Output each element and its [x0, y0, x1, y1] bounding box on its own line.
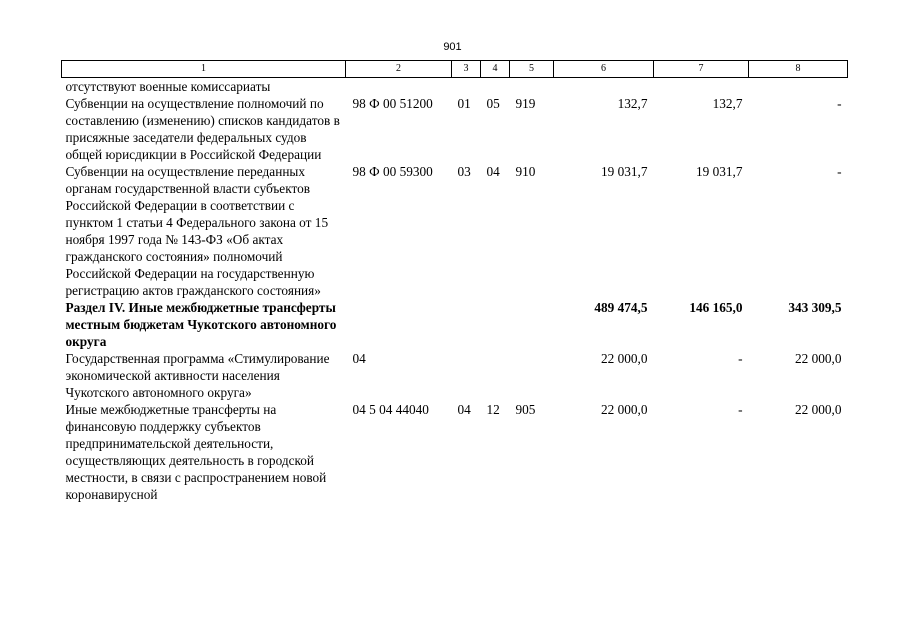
row-subsection-code: 12: [486, 402, 500, 417]
row-target-code: 98 Ф 00 51200: [352, 96, 433, 111]
row-section-code: [452, 78, 481, 96]
row-amount-federal: [654, 78, 749, 96]
column-header-4: 4: [481, 61, 510, 78]
row-subsection-code: 04: [486, 164, 500, 179]
row-description: Раздел IV. Иные межбюджетные трансферты местным бюджетам Чукотского автономного округа: [65, 300, 337, 349]
row-expense-type: [510, 350, 554, 401]
table-row: [62, 401, 848, 503]
row-section-code: 03: [457, 164, 471, 179]
row-expense-type: 919: [515, 96, 536, 111]
row-expense-type: 905: [515, 402, 536, 417]
row-amount-federal: 132,7: [712, 96, 743, 111]
row-target-code: [346, 78, 452, 96]
column-header-3: 3: [452, 61, 481, 78]
row-amount-total: [554, 78, 654, 96]
row-description: Государственная программа «Стимулирование экономической активности населения Чукотского автономного округа»: [65, 351, 330, 400]
row-target-code: 98 Ф 00 59300: [352, 164, 433, 179]
table-row: [62, 95, 848, 163]
table-row: [62, 78, 848, 96]
row-amount-regional: [749, 78, 848, 96]
row-amount-total: 22 000,0: [600, 402, 648, 417]
budget-table: [61, 60, 848, 503]
row-amount-total: 22 000,0: [600, 351, 648, 366]
row-target-code: [346, 299, 452, 350]
row-description: Субвенции на осуществление переданных органам государственной власти субъектов Российской Федерации в соответствии с пунктом 1 статьи 4 Федерального закона от 15 ноября 1997 года № 143-ФЗ «Об актах гражданского состояния» полномочий Российской Федерации на государственную регистрацию актов гражданского состояния»: [65, 164, 329, 298]
page-number: 901: [443, 41, 462, 53]
row-subsection-code: 05: [486, 96, 500, 111]
row-expense-type: [510, 299, 554, 350]
row-amount-total: 19 031,7: [600, 164, 648, 179]
table-row: [62, 163, 848, 299]
row-expense-type: 910: [515, 164, 536, 179]
row-section-code: [452, 350, 481, 401]
row-subsection-code: [481, 78, 510, 96]
row-amount-federal: 146 165,0: [689, 300, 743, 315]
column-header-2: 2: [346, 61, 452, 78]
column-header-7: 7: [654, 61, 749, 78]
row-description: отсутствуют военные комиссариаты: [65, 79, 271, 94]
row-amount-regional: -: [837, 164, 842, 179]
row-amount-total: 489 474,5: [594, 300, 648, 315]
row-target-code: 04: [352, 351, 366, 366]
row-amount-federal: 19 031,7: [695, 164, 743, 179]
row-amount-regional: 22 000,0: [794, 402, 842, 417]
row-amount-total: 132,7: [617, 96, 648, 111]
table-body: [62, 61, 848, 504]
row-section-code: 01: [457, 96, 471, 111]
row-amount-federal: -: [738, 402, 743, 417]
row-target-code: 04 5 04 44040: [352, 402, 429, 417]
row-amount-regional: 343 309,5: [788, 300, 842, 315]
row-expense-type: [510, 78, 554, 96]
column-header-1: 1: [62, 61, 346, 78]
row-description: Субвенции на осуществление полномочий по составлению (изменению) списков кандидатов в присяжные заседатели федеральных судов общей юрисдикции в Российской Федерации: [65, 96, 340, 162]
table-row: [62, 299, 848, 350]
row-amount-federal: -: [738, 351, 743, 366]
column-header-6: 6: [554, 61, 654, 78]
row-amount-regional: 22 000,0: [794, 351, 842, 366]
row-subsection-code: [481, 350, 510, 401]
row-description: Иные межбюджетные трансферты на финансовую поддержку субъектов предпринимательской деятельности, осуществляющих деятельность в городской местности, в связи с распространением новой коронавирусной: [65, 402, 327, 502]
table-row: [62, 350, 848, 401]
column-header-5: 5: [510, 61, 554, 78]
row-amount-regional: -: [837, 96, 842, 111]
row-section-code: 04: [457, 402, 471, 417]
column-header-8: 8: [749, 61, 848, 78]
row-section-code: [452, 299, 481, 350]
table-header-row: [62, 61, 848, 78]
row-subsection-code: [481, 299, 510, 350]
